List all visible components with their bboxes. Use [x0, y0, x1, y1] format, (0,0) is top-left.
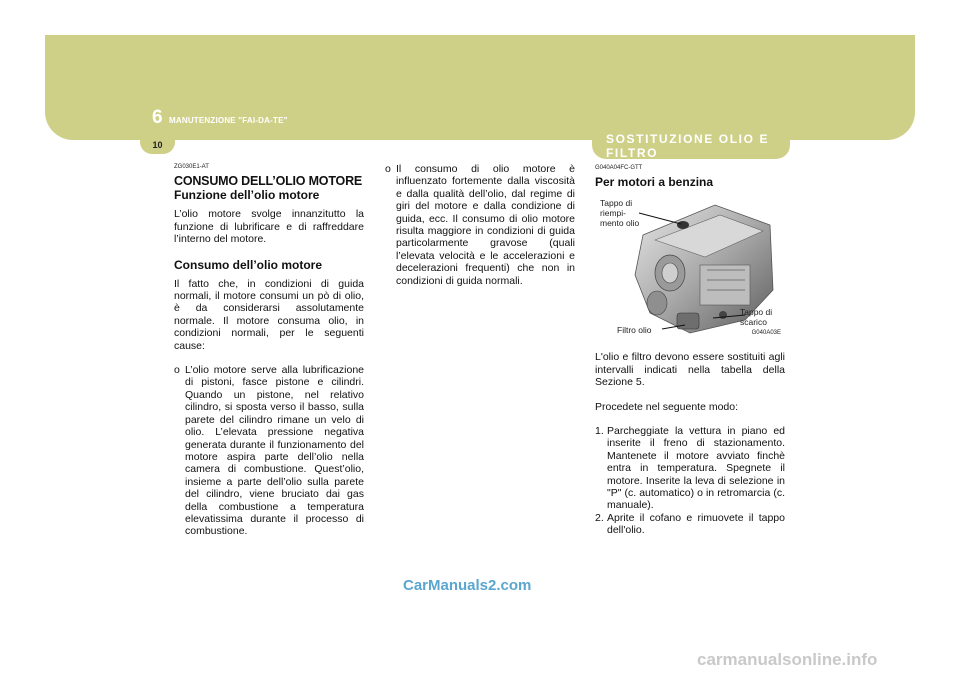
list-item	[595, 512, 785, 537]
list-item	[595, 425, 785, 512]
chapter-title: MANUTENZIONE "FAI-DA-TE"	[169, 116, 288, 125]
right-column	[595, 162, 785, 537]
left-column	[174, 161, 364, 538]
consumption-paragraph: Il fatto che, in condizioni di guida normali, il motore consumi un pò di olio, è da considerarsi assolutamente normale. Il motore consuma olio, in condizioni normali, per le seguenti cause:	[174, 277, 364, 352]
step-text: Parcheggiate la vettura in piano ed inserite il freno di stazionamento. Mantenete il motore avviato finchè entra in temperatura. Spegnete il motore. Inserite la leva di selezione in "P" (c. automatico) o in retromarcia (c. manuale).	[607, 425, 785, 512]
list-item	[385, 163, 575, 287]
watermark-link[interactable]: CarManuals2.com	[403, 577, 532, 594]
drain-cap-label: Tappo di scarico	[740, 307, 773, 328]
bullet-marker: o	[385, 163, 391, 175]
middle-column	[385, 163, 575, 287]
intro-paragraph: L’olio motore svolge innanzitutto la funzione di lubrificare e di raffreddare l’interno del motore.	[174, 208, 364, 246]
section-code: G040A04FC-GTT	[595, 165, 643, 171]
section-title: SOSTITUZIONE OLIO E FILTRO	[606, 132, 770, 160]
intro-paragraph: L'olio e filtro devono essere sostituiti agli intervalli indicati nella tabella della Sezione 5.	[595, 351, 785, 389]
oil-filter-label: Filtro olio	[617, 325, 652, 336]
page-number: 10	[152, 140, 163, 150]
step-marker: 1.	[595, 425, 604, 438]
section-subheading: Funzione dell’olio motore	[174, 188, 320, 203]
section-heading: CONSUMO DELL’OLIO MOTORE	[174, 174, 363, 189]
engine-figure	[595, 195, 785, 341]
chapter-number: 6	[152, 107, 163, 128]
watermark-text: carmanualsonline.info	[697, 650, 878, 669]
figure-code: G040A03E	[751, 330, 781, 336]
consumption-heading: Consumo dell’olio motore	[174, 257, 323, 272]
bullet-text: Il consumo di olio motore è influenzato fortemente dalla viscosità e dalla qualità dell’olio, dal regime di giri del motore e dalla condizione di guida, ecc. Il consumo di olio motore risulta maggiore in condizioni di guida particolarmente gravose (quali l’elevata velocità e le accelerazioni e decelerazioni frequenti) che non in condizioni di guida normali.	[396, 163, 575, 287]
section-code: ZG030E1-AT	[174, 164, 209, 170]
fill-cap-label: Tappo di riempi- mento olio	[600, 198, 640, 229]
bullet-marker: o	[174, 364, 180, 377]
bullet-text: L’olio motore serve alla lubrificazione di pistoni, fasce pistone e cilindri. Quando un pistone, nel relativo cilindro, si sposta verso il basso, sulla parete del cilindro rimane un velo di olio. L’elevata pressione negativa generata durante il funzionamento del motore aspira parte dell’olio nella camera di combustione. Quest’olio, insieme a parte dell’olio sulla parete del cilindro, viene bruciato dai gas della combustione a temperatura elevatissima durante il processo di combustione.	[185, 364, 364, 538]
procedure-intro: Procedete nel seguente modo:	[595, 400, 739, 413]
list-item	[174, 364, 364, 538]
step-marker: 2.	[595, 511, 604, 524]
section-heading: Per motori a benzina	[595, 175, 714, 190]
step-text: Aprite il cofano e rimuovete il tappo dell'olio.	[607, 511, 785, 537]
